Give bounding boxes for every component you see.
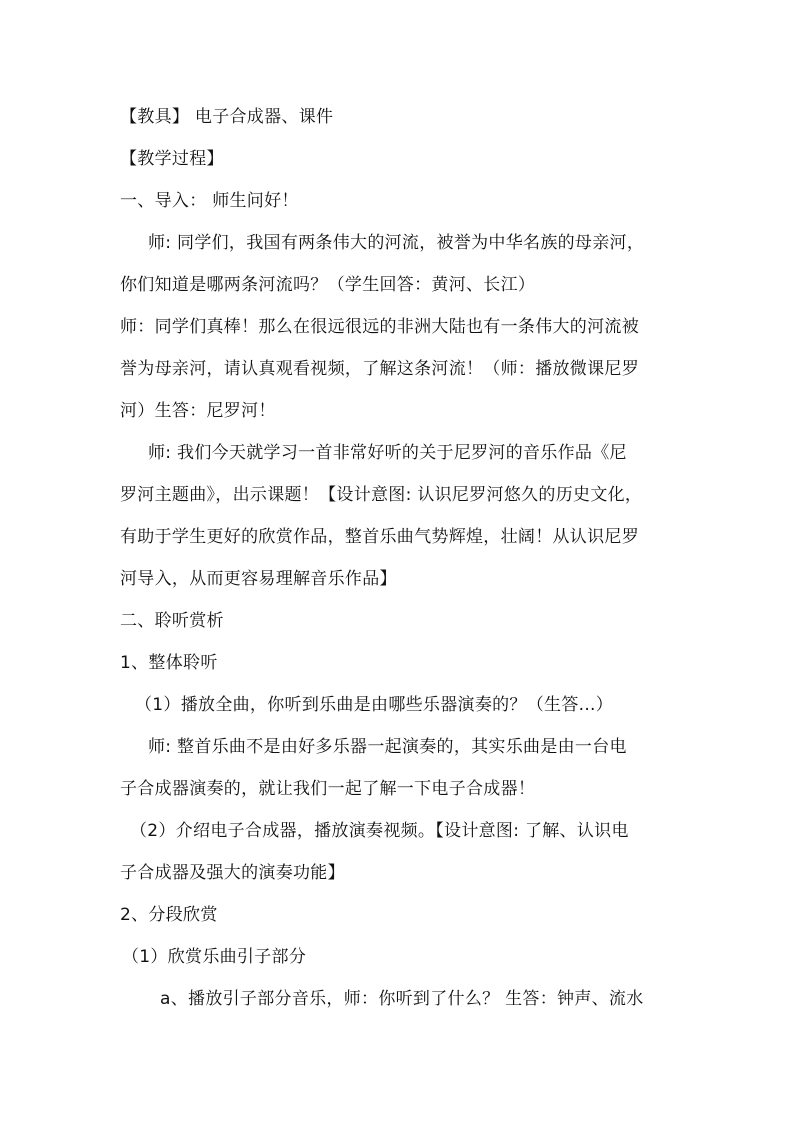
teaching-aids-line: 【教具】 电子合成器、课件 bbox=[120, 107, 334, 127]
paragraph-line: 子合成器演奏的，就让我们一起了解一下电子合成器！ bbox=[120, 779, 536, 799]
paragraph-line: 誉为母亲河，请认真观看视频，了解这条河流！（师：播放微课尼罗 bbox=[120, 359, 639, 379]
subsection-heading: 1、整体聆听 bbox=[120, 653, 218, 673]
teaching-process-heading: 【教学过程】 bbox=[120, 149, 224, 169]
section-intro-heading: 一、导入： 师生问好！ bbox=[120, 191, 299, 211]
paragraph-line: 师: 同学们，我国有两条伟大的河流，被誉为中华名族的母亲河， bbox=[148, 233, 645, 253]
paragraph-line: 河）生答：尼罗河！ bbox=[120, 401, 276, 421]
paragraph-line: 有助于学生更好的欣赏作品，整首乐曲气势辉煌，壮阔！从认识尼罗 bbox=[120, 527, 639, 547]
paragraph-line: 子合成器及强大的演奏功能】 bbox=[120, 863, 345, 883]
paragraph-line: 罗河主题曲》，出示课题！【设计意图: 认识尼罗河悠久的历史文化， bbox=[120, 485, 643, 505]
paragraph-line: 河导入，从而更容易理解音乐作品】 bbox=[120, 569, 397, 589]
list-item: （1）播放全曲，你听到乐曲是由哪些乐器演奏的？（生答...） bbox=[135, 695, 614, 715]
paragraph-line: 你们知道是哪两条河流吗？（学生回答：黄河、长江） bbox=[120, 275, 536, 295]
subsection-heading: 2、分段欣赏 bbox=[120, 905, 218, 925]
list-item: （2）介绍电子合成器，播放演奏视频。【设计意图: 了解、认识电 bbox=[130, 821, 629, 841]
paragraph-line: 师: 我们今天就学习一首非常好听的关于尼罗河的音乐作品《尼 bbox=[148, 443, 627, 463]
list-item: （1）欣赏乐曲引子部分 bbox=[122, 947, 307, 967]
paragraph-line: 师: 整首乐曲不是由好多乐器一起演奏的，其实乐曲是由一台电 bbox=[148, 737, 627, 757]
paragraph-line: a、播放引子部分音乐，师：你听到了什么？ 生答：钟声、流水 bbox=[160, 989, 644, 1009]
section-listening-heading: 二、聆听赏析 bbox=[120, 611, 224, 631]
paragraph-line: 师：同学们真棒！那么在很远很远的非洲大陆也有一条伟大的河流被 bbox=[120, 317, 639, 337]
